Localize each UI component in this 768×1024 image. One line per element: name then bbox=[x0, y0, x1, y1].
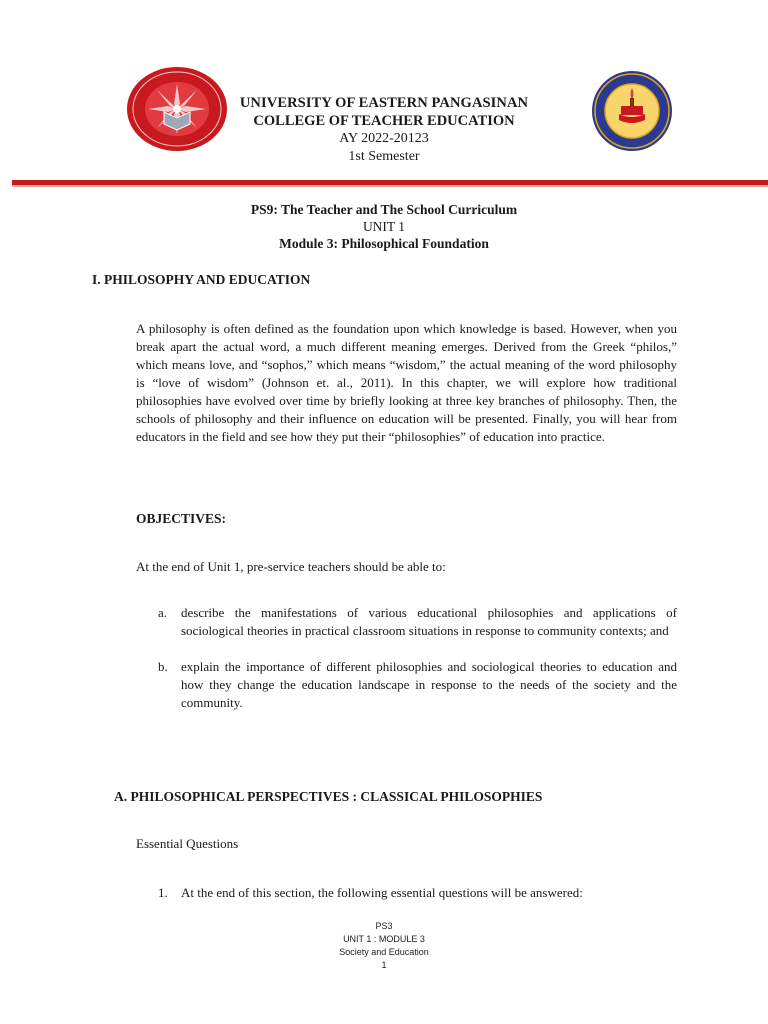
objective-text: describe the manifestations of various educational philosophies and applications of sociological theories in practical classroom situations in response to community contexts; and bbox=[181, 605, 677, 638]
academic-year: AY 2022-20123 bbox=[339, 131, 429, 146]
list-marker: b. bbox=[158, 659, 168, 674]
essential-question-text: At the end of this section, the following essential questions will be answered: bbox=[181, 885, 583, 900]
college-name: COLLEGE OF TEACHER EDUCATION bbox=[253, 113, 515, 129]
footer-unit-module: UNIT 1 : MODULE 3 bbox=[343, 934, 425, 944]
objectives-heading: OBJECTIVES: bbox=[136, 511, 227, 526]
section-heading-philosophy: I. PHILOSOPHY AND EDUCATION bbox=[92, 272, 311, 287]
objectives-intro: At the end of Unit 1, pre-service teachers should be able to: bbox=[136, 559, 446, 574]
module-title: Module 3: Philosophical Foundation bbox=[279, 236, 489, 251]
page-footer bbox=[284, 920, 484, 972]
intro-paragraph: A philosophy is often defined as the foundation upon which knowledge is based. However, when you break apart the actual word, a much different meaning emerges. Derived from the Greek “philos,” which means love, and “sophos,” which means “wisdom,” the actual meaning of the word philosophy is “love of wisdom” (Johnson et. al., 2011). In this chapter, we will explore how traditional philosophies have evolved over time by briefly looking at three key branches of philosophy. Then, the schools of philosophy and their influence on education will be presented. Finally, you will hear from educators in the field and see how they put their “philosophies” of education into practice. bbox=[136, 321, 677, 444]
unit-label: UNIT 1 bbox=[362, 219, 406, 234]
semester: 1st Semester bbox=[348, 149, 420, 164]
essential-question-item-1 bbox=[136, 884, 677, 902]
college-seal-logo bbox=[591, 70, 673, 152]
course-heading bbox=[150, 201, 618, 252]
list-marker: 1. bbox=[158, 885, 168, 900]
footer-subject: Society and Education bbox=[339, 947, 429, 957]
course-title: PS9: The Teacher and The School Curriculum bbox=[250, 202, 518, 217]
objective-item-b bbox=[136, 658, 677, 712]
objective-text: explain the importance of different philosophies and sociological theories to education and how they change the education landscape in response to the needs of the society and the community. bbox=[181, 659, 677, 710]
section-heading-classical: A. PHILOSOPHICAL PERSPECTIVES : CLASSICAL PHILOSOPHIES bbox=[114, 789, 543, 804]
objective-item-a bbox=[136, 604, 677, 640]
page-number: 1 bbox=[381, 960, 387, 970]
header-divider-shadow bbox=[12, 185, 768, 187]
institution-heading bbox=[200, 94, 568, 166]
footer-code: PS3 bbox=[375, 921, 393, 931]
university-name: UNIVERSITY OF EASTERN PANGASINAN bbox=[239, 95, 529, 111]
document-header bbox=[0, 0, 768, 200]
list-marker: a. bbox=[158, 605, 168, 620]
essential-questions-label: Essential Questions bbox=[136, 836, 239, 851]
